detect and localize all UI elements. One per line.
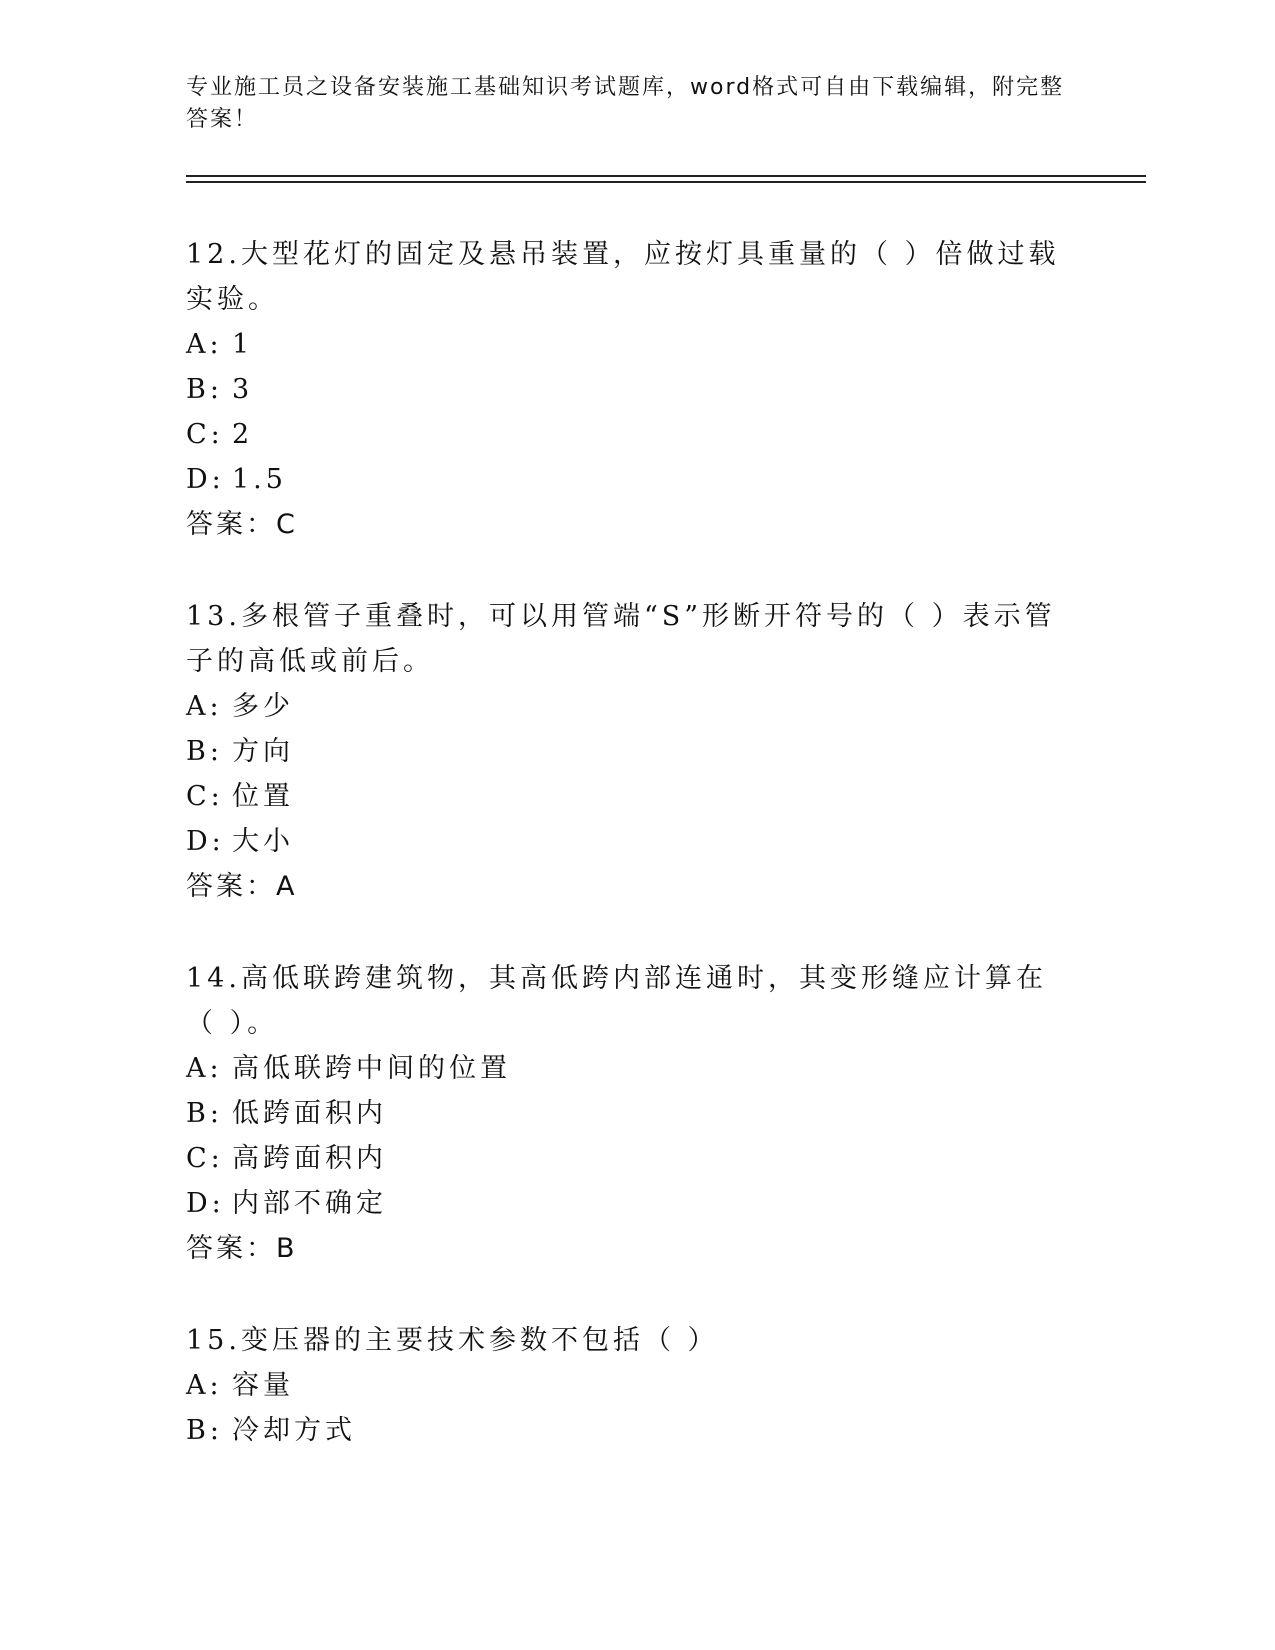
option-text: 内部不确定 [232,1188,387,1219]
option-letter: A: [186,329,223,360]
question-stem: 15.变压器的主要技术参数不包括（ ） [186,1325,719,1356]
option-text: 冷却方式 [232,1415,356,1446]
document-header: 专业施工员之设备安装施工基础知识考试题库，word格式可自由下载编辑，附完整答案！ [186,75,1065,132]
option-c [186,1136,1066,1181]
option-d [186,819,1066,864]
option-a [186,322,1066,367]
option-letter: D: [186,1188,225,1219]
option-a [186,1046,1066,1091]
option-b [186,729,1066,774]
option-c [186,412,1066,457]
option-b [186,367,1066,412]
option-letter: B: [186,1415,223,1446]
question-12 [186,232,1066,547]
option-d [186,457,1066,502]
option-text: 方向 [232,736,294,767]
option-text: 大小 [232,826,294,857]
option-letter: A: [186,691,223,722]
option-letter: C: [186,1143,224,1174]
answer-line: 答案：B [186,1233,298,1264]
option-a [186,1363,1066,1408]
option-letter: B: [186,736,223,767]
option-letter: B: [186,1098,223,1129]
option-d [186,1181,1066,1226]
option-text: 1.5 [232,464,287,495]
option-a [186,684,1066,729]
question-14 [186,956,1066,1271]
option-letter: B: [186,374,223,405]
answer-line: 答案：A [186,871,298,902]
header-divider-top [186,175,1146,177]
option-letter: D: [186,464,225,495]
option-text: 低跨面积内 [232,1098,387,1129]
option-text: 多少 [232,691,294,722]
option-letter: D: [186,826,225,857]
question-15 [186,1318,1066,1453]
option-text: 位置 [232,781,294,812]
option-b [186,1091,1066,1136]
option-b [186,1408,1066,1453]
option-letter: C: [186,781,224,812]
option-text: 高跨面积内 [232,1143,387,1174]
option-text: 3 [232,374,254,405]
option-text: 1 [232,329,254,360]
option-letter: C: [186,419,224,450]
option-text: 容量 [232,1370,294,1401]
option-text: 2 [232,419,254,450]
header-divider-bottom [186,181,1146,183]
question-stem: 12.大型花灯的固定及悬吊装置，应按灯具重量的（ ）倍做过载实验。 [186,239,1060,315]
option-text: 高低联跨中间的位置 [232,1053,511,1084]
question-stem: 14.高低联跨建筑物，其高低跨内部连通时，其变形缝应计算在（ ）。 [186,963,1047,1039]
option-c [186,774,1066,819]
option-letter: A: [186,1053,223,1084]
answer-line: 答案：C [186,509,298,540]
option-letter: A: [186,1370,223,1401]
question-13 [186,594,1066,909]
question-stem: 13.多根管子重叠时，可以用管端“S”形断开符号的（ ）表示管子的高低或前后。 [186,601,1056,677]
